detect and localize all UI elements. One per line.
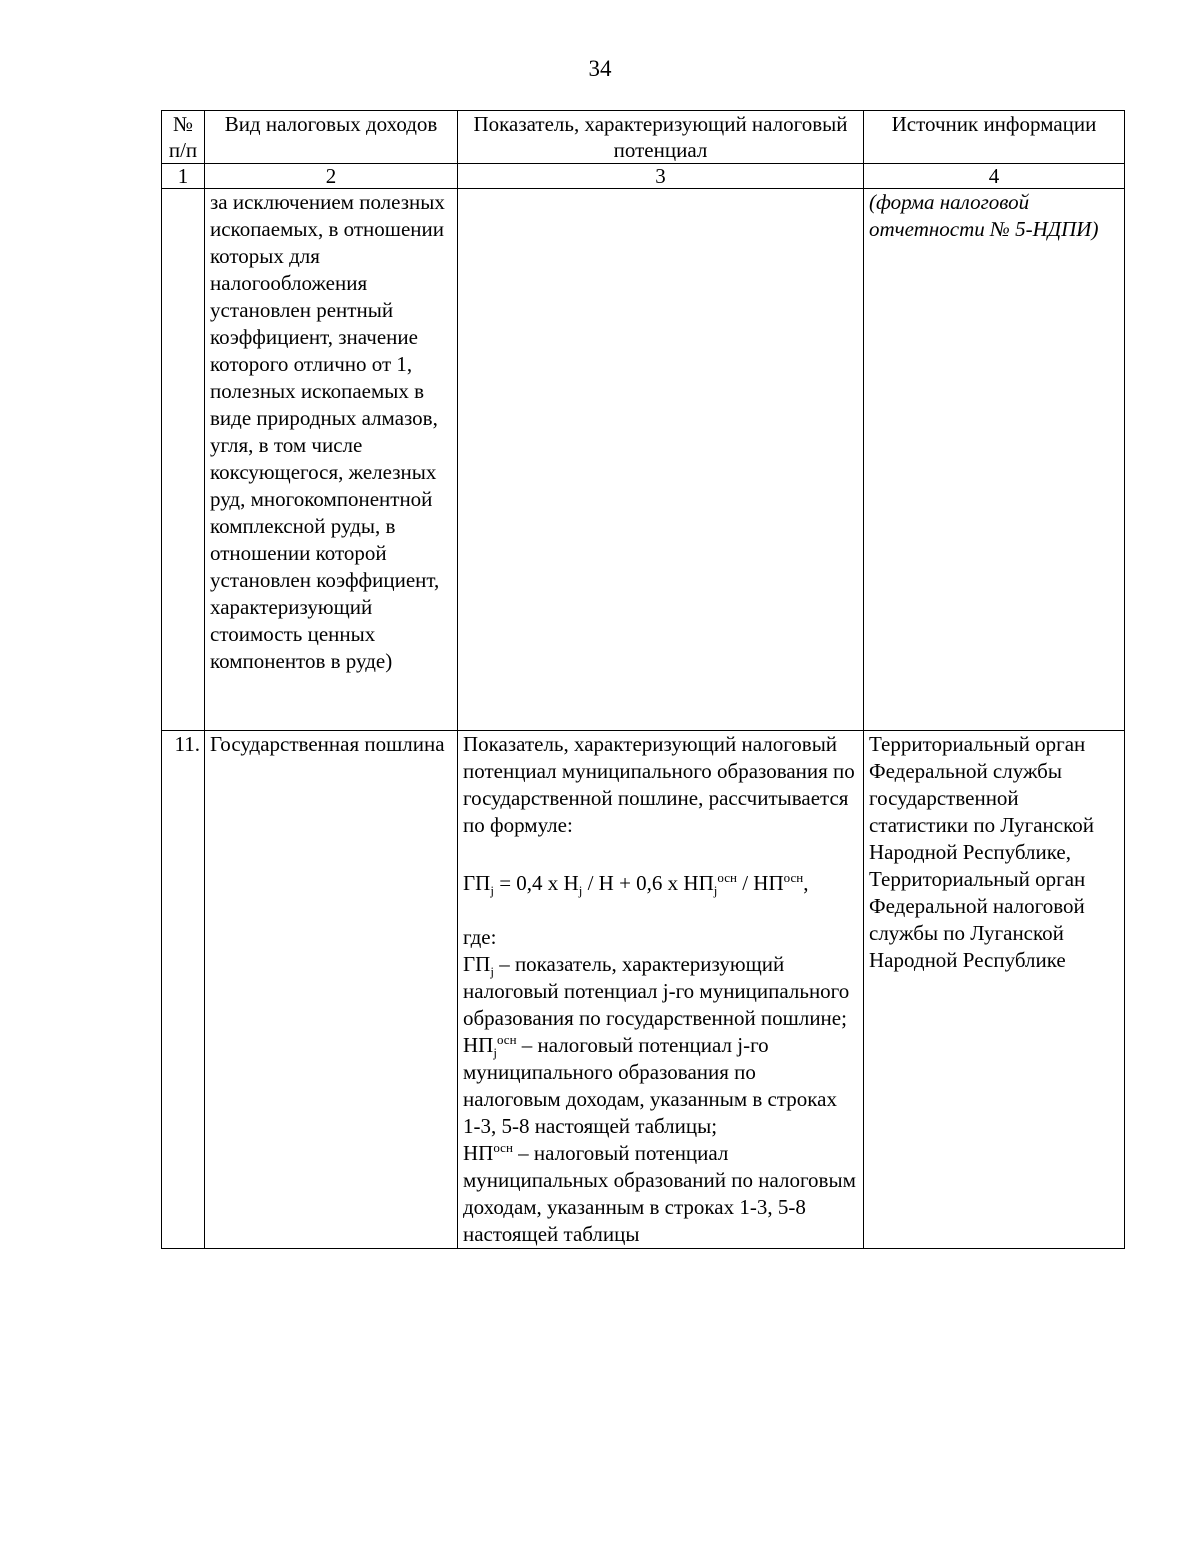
table-row-continued: [162, 189, 1125, 731]
page-number: 34: [588, 56, 612, 81]
header-source: Источник информации: [864, 111, 1125, 164]
definition-np-j: $НП_j^{осн}$ – налоговый потенциал j-го муниципального образования по налоговым доходам, указанным в строках 1-3, 5-8 настоящей таблицы;: [463, 1032, 838, 1138]
column-number: 3: [458, 164, 864, 189]
definition-np-total: $НП^{осн}$ – налоговый потенциал муниципальных образований по налоговым доходам, указанным в строках 1-3, 5-8 настоящей таблицы: [463, 1140, 856, 1246]
column-number: 2: [205, 164, 458, 189]
row-11-indicator: [458, 731, 864, 1249]
header-indicator: Показатель, характеризующий налоговый потенциал: [458, 111, 864, 164]
header-type: Вид налоговых доходов: [205, 111, 458, 164]
header-num: № п/п: [162, 111, 205, 164]
row-11-type: Государственная пошлина: [205, 731, 458, 1249]
formula: $ГП_j = 0,4$ х $Н_j / Н + 0,6$ х $НП_j^{осн} / НП^{осн}$,: [463, 870, 809, 899]
row-num-empty: [162, 189, 205, 731]
row-type-cell: за исключением полезных ископаемых, в отношении которых для налогообложения установлен рентный коэффициент, значение которого отлично от 1, полезных ископаемых в виде природных алмазов, угля, в том числе коксующегося, железных руд, многокомпонентной комплексной руды, в отношении которой установлен коэффициент, характеризующий стоимость ценных компонентов в руде): [205, 189, 458, 731]
row-11-num: 11.: [162, 731, 205, 1249]
row-source-cell: (форма налоговой отчетности № 5-НДПИ): [864, 189, 1125, 731]
table-header-row: [162, 111, 1125, 164]
where-label: где:: [463, 925, 497, 949]
indicator-intro: Показатель, характеризующий налоговый потенциал муниципального образования по государственной пошлине, рассчитывается по формуле:: [463, 732, 855, 837]
row-11-source: Территориальный орган Федеральной службы государственной статистики по Луганской Народной Республике, Территориальный орган Федеральной налоговой службы по Луганской Народной Республике: [864, 731, 1125, 1249]
column-numbers-row: [162, 164, 1125, 189]
definition-gp: $ГП_j$ – показатель, характеризующий налоговый потенциал j-го муниципального образования по государственной пошлине;: [463, 952, 850, 1030]
table-row-11: [162, 731, 1125, 1249]
column-number: 1: [162, 164, 205, 189]
tax-potential-table: [161, 110, 1125, 1249]
column-number: 4: [864, 164, 1125, 189]
row-indicator-empty: [458, 189, 864, 731]
